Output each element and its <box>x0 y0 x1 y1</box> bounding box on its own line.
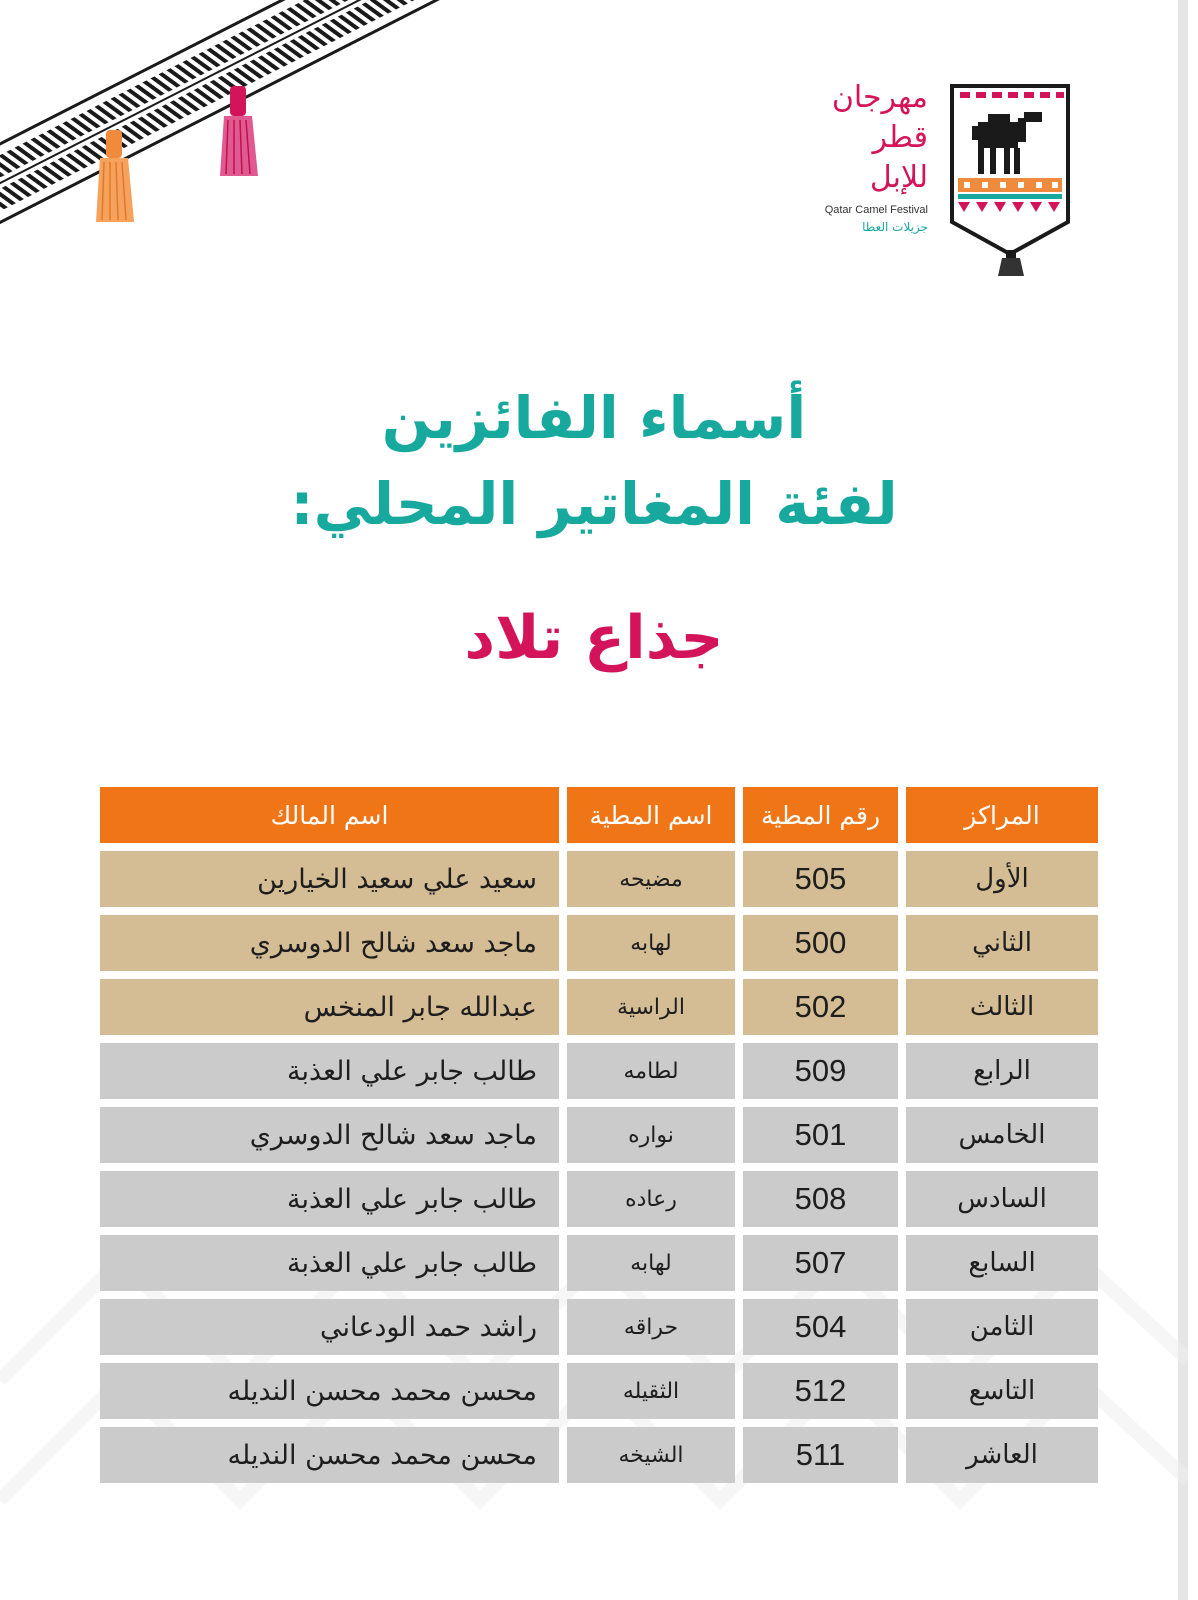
camel-number-cell: 509 <box>743 1043 898 1099</box>
results-table <box>100 787 1098 1491</box>
owner-cell: عبدالله جابر المنخس <box>100 979 559 1035</box>
table-row <box>100 1299 1098 1355</box>
camel-badge-icon <box>948 82 1072 278</box>
camel-name-cell: لهابه <box>567 915 735 971</box>
camel-name-cell: نواره <box>567 1107 735 1163</box>
camel-name-cell: مضيحه <box>567 851 735 907</box>
rank-cell: الثالث <box>906 979 1098 1035</box>
table-row <box>100 1363 1098 1419</box>
rank-cell: الثاني <box>906 915 1098 971</box>
festival-logo <box>800 78 1080 278</box>
camel-number-cell: 504 <box>743 1299 898 1355</box>
rank-cell: السادس <box>906 1171 1098 1227</box>
table-row <box>100 1235 1098 1291</box>
owner-cell: ماجد سعد شالح الدوسري <box>100 1107 559 1163</box>
table-row <box>100 1043 1098 1099</box>
logo-tagline: جزيلات العطا <box>862 220 928 234</box>
camel-name-cell: رعاده <box>567 1171 735 1227</box>
camel-number-cell: 505 <box>743 851 898 907</box>
camel-number-cell: 502 <box>743 979 898 1035</box>
page-title <box>0 375 1188 547</box>
camel-name-cell: الثقيله <box>567 1363 735 1419</box>
header-rank: المراكز <box>906 787 1098 843</box>
rank-cell: الخامس <box>906 1107 1098 1163</box>
header-camel-name: اسم المطية <box>567 787 735 843</box>
camel-number-cell: 500 <box>743 915 898 971</box>
title-line-1: أسماء الفائزين <box>381 384 807 452</box>
camel-number-cell: 511 <box>743 1427 898 1483</box>
category-title: جذاع تلاد <box>464 603 724 673</box>
camel-number-cell: 507 <box>743 1235 898 1291</box>
camel-number-cell: 508 <box>743 1171 898 1227</box>
table-header-row <box>100 787 1098 843</box>
table-row <box>100 851 1098 907</box>
owner-cell: ماجد سعد شالح الدوسري <box>100 915 559 971</box>
logo-wordmark <box>788 78 928 234</box>
table-row <box>100 915 1098 971</box>
table-row <box>100 1427 1098 1483</box>
rank-cell: التاسع <box>906 1363 1098 1419</box>
rank-cell: السابع <box>906 1235 1098 1291</box>
camel-number-cell: 501 <box>743 1107 898 1163</box>
logo-line-3: للإبل <box>869 160 928 195</box>
logo-line-1: مهرجان <box>831 80 928 115</box>
title-line-2: لفئة المغاتير المحلي: <box>290 470 898 538</box>
owner-cell: محسن محمد محسن النديله <box>100 1427 559 1483</box>
table-row <box>100 1171 1098 1227</box>
header-camel-number: رقم المطية <box>743 787 898 843</box>
rank-cell: العاشر <box>906 1427 1098 1483</box>
header-owner: اسم المالك <box>100 787 559 843</box>
rank-cell: الأول <box>906 851 1098 907</box>
table-row <box>100 979 1098 1035</box>
owner-cell: طالب جابر علي العذبة <box>100 1171 559 1227</box>
rank-cell: الرابع <box>906 1043 1098 1099</box>
owner-cell: طالب جابر علي العذبة <box>100 1043 559 1099</box>
logo-line-2: قطر <box>872 120 928 155</box>
owner-cell: طالب جابر علي العذبة <box>100 1235 559 1291</box>
table-row <box>100 1107 1098 1163</box>
camel-name-cell: لهابه <box>567 1235 735 1291</box>
rank-cell: الثامن <box>906 1299 1098 1355</box>
camel-name-cell: الراسية <box>567 979 735 1035</box>
camel-name-cell: حراقه <box>567 1299 735 1355</box>
camel-name-cell: الشيخه <box>567 1427 735 1483</box>
owner-cell: سعيد علي سعيد الخيارين <box>100 851 559 907</box>
camel-name-cell: لطامه <box>567 1043 735 1099</box>
owner-cell: راشد حمد الودعاني <box>100 1299 559 1355</box>
owner-cell: محسن محمد محسن النديله <box>100 1363 559 1419</box>
camel-number-cell: 512 <box>743 1363 898 1419</box>
logo-english-name: Qatar Camel Festival <box>824 204 928 216</box>
woven-band-decoration <box>0 0 560 240</box>
